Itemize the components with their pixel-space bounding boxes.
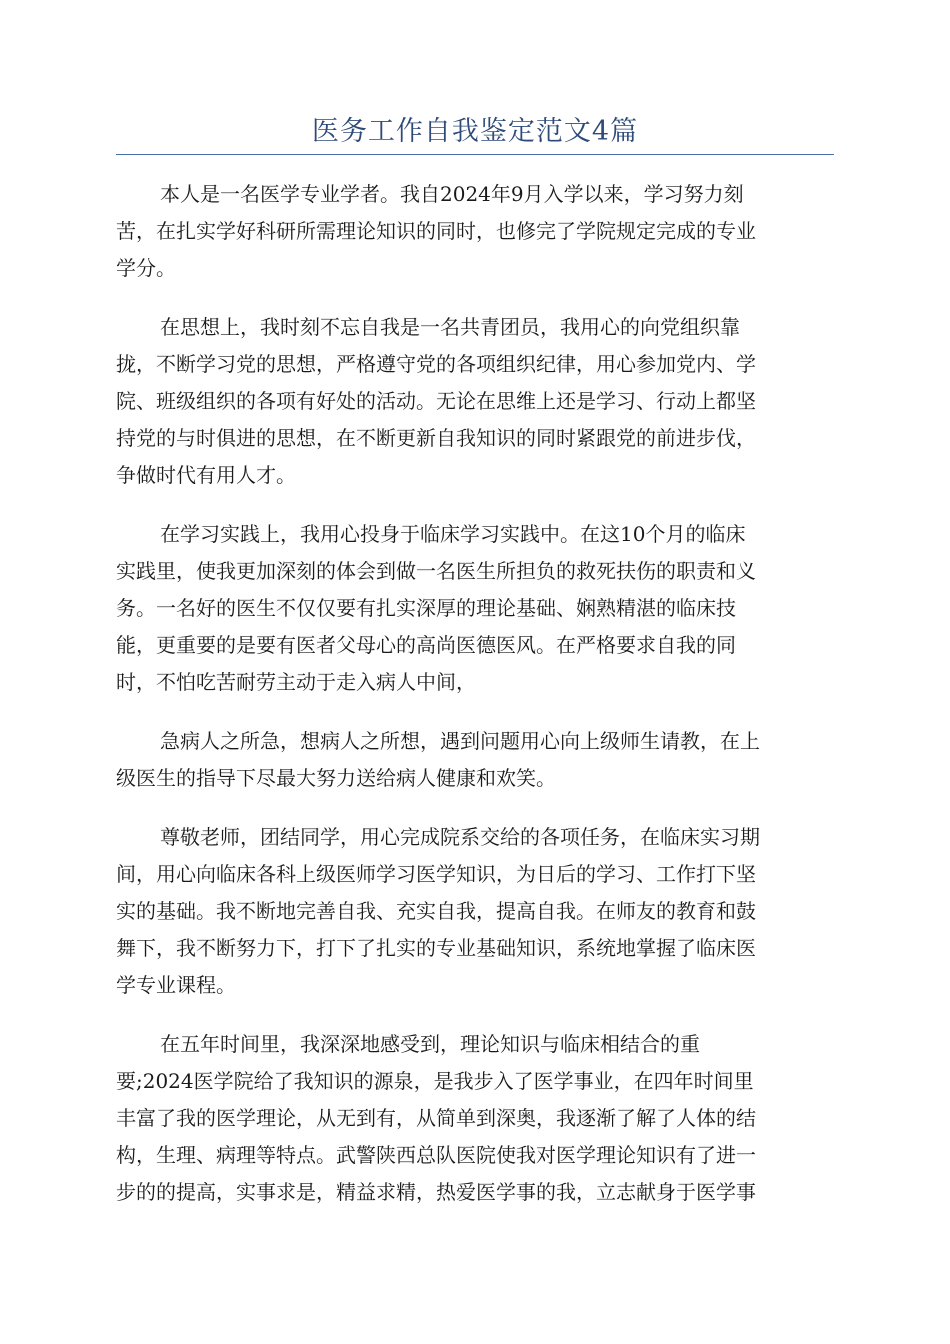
paragraph-line: 级医生的指导下尽最大努力送给病人健康和欢笑。 <box>116 766 556 790</box>
paragraph <box>116 176 834 287</box>
paragraph-line: 苦，在扎实学好科研所需理论知识的同时，也修完了学院规定完成的专业 <box>116 219 756 243</box>
paragraph-line: 拢，不断学习党的思想，严格遵守党的各项组织纪律，用心参加党内、学 <box>116 352 756 376</box>
paragraph-line: 实践里，使我更加深刻的体会到做一名医生所担负的救死扶伤的职责和义 <box>116 559 756 583</box>
paragraph <box>116 1026 834 1211</box>
paragraph <box>116 309 834 494</box>
paragraph-line: 尊敬老师，团结同学，用心完成院系交给的各项任务，在临床实习期 <box>160 825 760 849</box>
paragraph-line: 舞下，我不断努力下，打下了扎实的专业基础知识，系统地掌握了临床医 <box>116 936 756 960</box>
title-underline <box>116 154 834 155</box>
paragraph-line: 持党的与时俱进的思想，在不断更新自我知识的同时紧跟党的前进步伐， <box>116 426 756 450</box>
paragraph <box>116 516 834 701</box>
paragraph-line: 院、班级组织的各项有好处的活动。无论在思维上还是学习、行动上都坚 <box>116 389 756 413</box>
paragraph-line: 本人是一名医学专业学者。我自2024年9月入学以来，学习努力刻 <box>160 182 744 206</box>
paragraph-line: 能，更重要的是要有医者父母心的高尚医德医风。在严格要求自我的同 <box>116 633 736 657</box>
paragraph-line: 实的基础。我不断地完善自我、充实自我，提高自我。在师友的教育和鼓 <box>116 899 756 923</box>
paragraph-line: 争做时代有用人才。 <box>116 463 296 487</box>
paragraph-line: 在思想上，我时刻不忘自我是一名共青团员，我用心的向党组织靠 <box>160 315 740 339</box>
paragraph-line: 丰富了我的医学理论，从无到有，从简单到深奥，我逐渐了解了人体的结 <box>116 1106 756 1130</box>
paragraph-line: 在学习实践上，我用心投身于临床学习实践中。在这10个月的临床 <box>160 522 746 546</box>
paragraph <box>116 819 834 1004</box>
paragraph-line: 要;2024医学院给了我知识的源泉，是我步入了医学事业，在四年时间里 <box>116 1069 754 1093</box>
paragraph-line: 急病人之所急，想病人之所想，遇到问题用心向上级师生请教，在上 <box>160 729 760 753</box>
paragraph-line: 务。一名好的医生不仅仅要有扎实深厚的理论基础、娴熟精湛的临床技 <box>116 596 736 620</box>
paragraph-line: 学分。 <box>116 256 176 280</box>
paragraph-line: 步的的提高，实事求是，精益求精，热爱医学事的我，立志献身于医学事 <box>116 1180 756 1204</box>
paragraph-line: 学专业课程。 <box>116 973 236 997</box>
document-title: 医务工作自我鉴定范文4篇 <box>311 116 639 147</box>
paragraph-line: 在五年时间里，我深深地感受到，理论知识与临床相结合的重 <box>160 1032 700 1056</box>
paragraph-line: 时，不怕吃苦耐劳主动于走入病人中间， <box>116 670 476 694</box>
paragraph <box>116 723 834 797</box>
paragraph-line: 构，生理、病理等特点。武警陕西总队医院使我对医学理论知识有了进一 <box>116 1143 756 1167</box>
document-body <box>116 176 834 1233</box>
paragraph-line: 间，用心向临床各科上级医师学习医学知识，为日后的学习、工作打下坚 <box>116 862 756 886</box>
